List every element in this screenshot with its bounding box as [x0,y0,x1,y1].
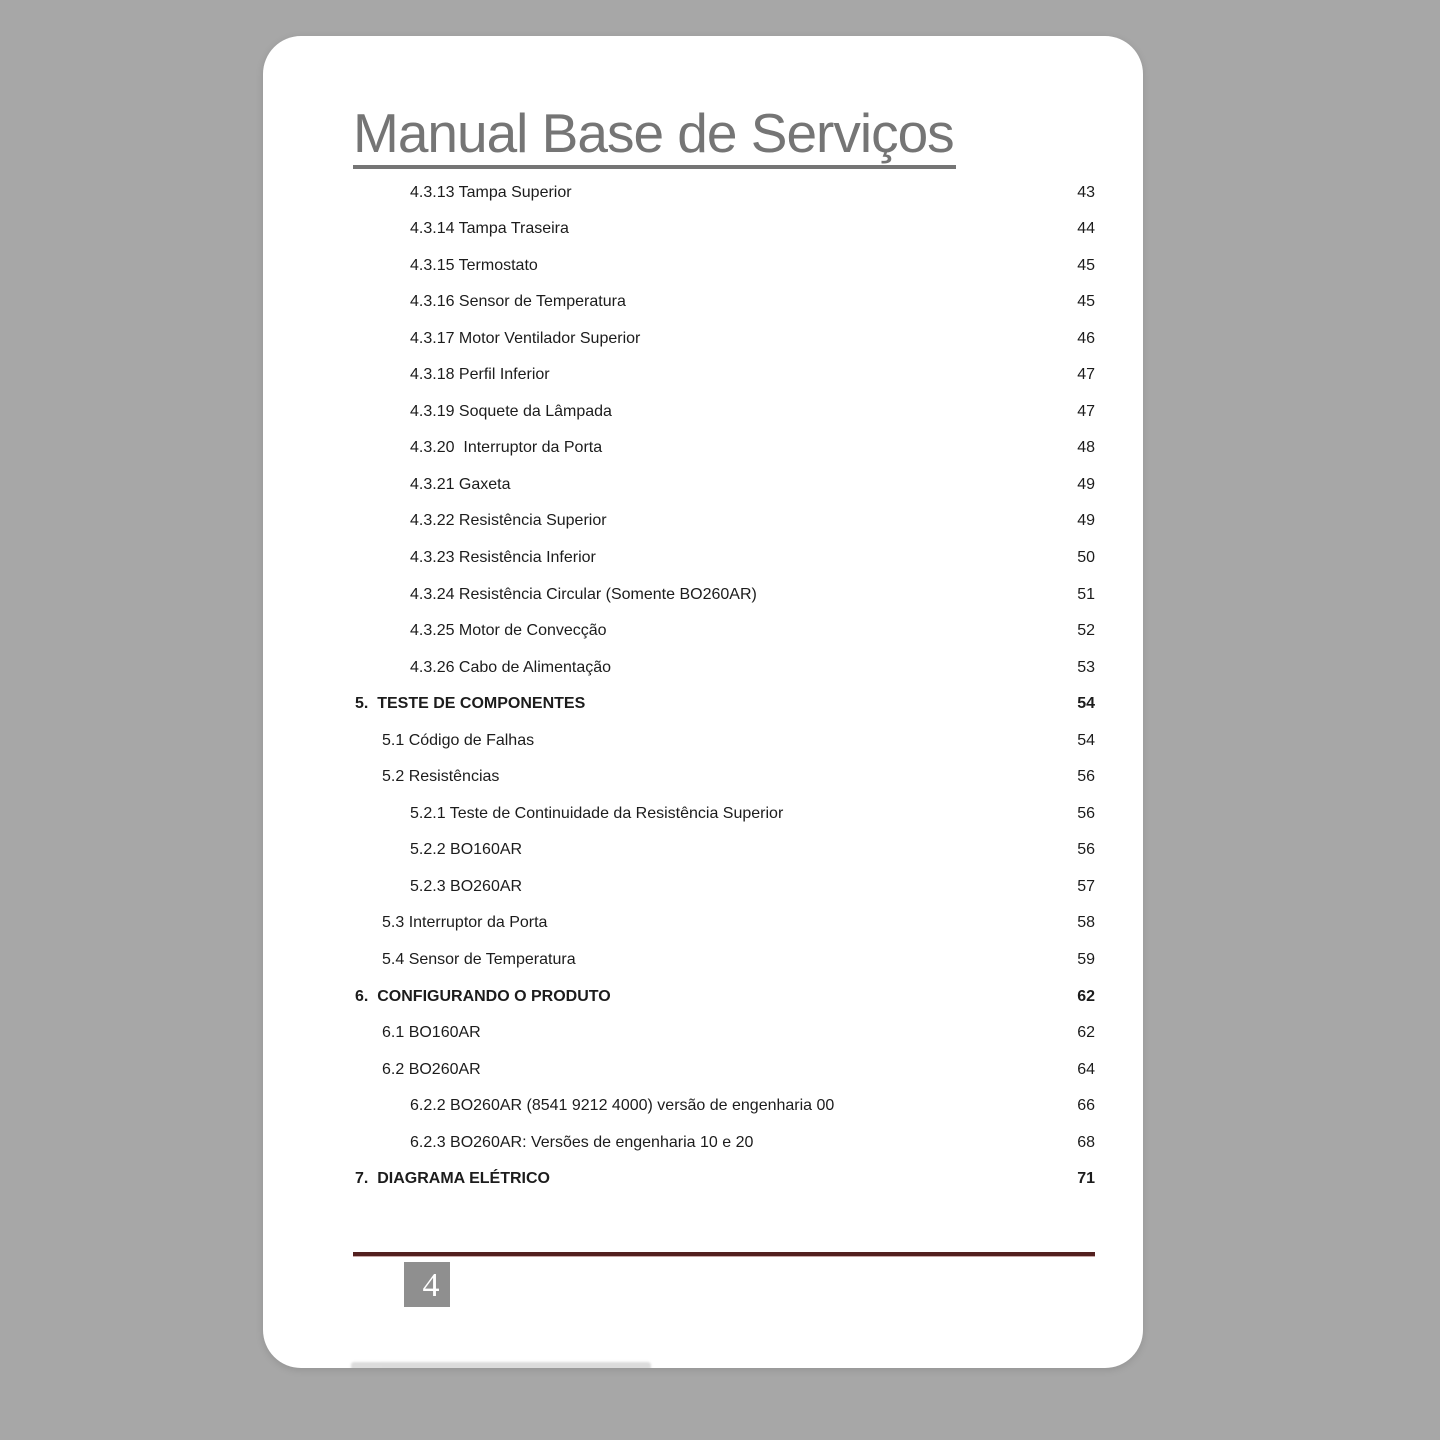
toc-entry-page: 56 [1077,804,1095,822]
toc-row [353,1015,1095,1052]
toc-entry-page: 64 [1077,1060,1095,1078]
toc-row [353,1124,1095,1161]
toc-entry-label: 4.3.25 Motor de Convecção [410,622,607,640]
toc-row [353,978,1095,1015]
toc-entry-label: 4.3.17 Motor Ventilador Superior [410,329,641,347]
toc-entry-label: 4.3.23 Resistência Inferior [410,548,596,566]
toc-row [353,832,1095,869]
toc-entry-label: 4.3.16 Sensor de Temperatura [410,293,626,311]
toc-entry-label: 7. DIAGRAMA ELÉTRICO [355,1170,550,1188]
toc-row [353,686,1095,723]
toc-row [353,942,1095,979]
toc-row [353,759,1095,796]
toc-entry-label: 6.2 BO260AR [382,1060,481,1078]
toc-entry-page: 47 [1077,366,1095,384]
toc-entry-page: 62 [1077,987,1095,1005]
toc-row [353,247,1095,284]
toc-entry-page: 59 [1077,951,1095,968]
toc-entry-label: 6. CONFIGURANDO O PRODUTO [355,987,611,1005]
toc-entry-label: 6.2.3 BO260AR: Versões de engenharia 10 e 20 [410,1133,754,1151]
toc-row [353,1051,1095,1088]
toc-entry-label: 4.3.24 Resistência Circular (Somente BO260AR) [410,585,757,603]
toc-row [353,174,1095,211]
toc-entry-page: 57 [1077,877,1095,895]
toc-entry-page: 68 [1077,1133,1095,1151]
toc-entry-page: 51 [1077,585,1095,603]
toc-entry-page: 62 [1077,1024,1095,1042]
toc-entry-page: 53 [1077,658,1095,676]
toc-entry-label: 4.3.21 Gaxeta [410,475,511,493]
toc-row [353,503,1095,540]
toc-entry-page: 49 [1077,512,1095,530]
toc-entry-label: 5.2.1 Teste de Continuidade da Resistência Superior [410,804,784,822]
toc-entry-page: 48 [1077,439,1095,457]
toc-entry-page: 50 [1077,548,1095,566]
toc-entry-page: 56 [1077,841,1095,859]
toc-entry-label: 4.3.20 Interruptor da Porta [410,439,603,457]
toc-row [353,576,1095,613]
toc-row [353,467,1095,504]
toc-entry-page: 43 [1077,183,1095,201]
toc-entry-page: 49 [1077,475,1095,493]
toc-entry-label: 4.3.14 Tampa Traseira [410,220,569,238]
toc-entry-label: 6.1 BO160AR [382,1024,481,1042]
document-page [263,36,1143,1368]
toc-row [353,722,1095,759]
toc-entry-label: 4.3.22 Resistência Superior [410,512,607,530]
page-number-badge: 4 [404,1262,450,1307]
toc-row [353,320,1095,357]
cut-off-text-artifact [351,1362,651,1368]
toc-row [353,430,1095,467]
footer-rule [353,1252,1095,1257]
toc-entry-label: 5.2.2 BO160AR [410,841,523,859]
toc-entry-page: 71 [1077,1170,1095,1188]
toc-row [353,394,1095,431]
toc-entry-page: 52 [1077,622,1095,640]
toc-entry-label: 4.3.15 Termostato [410,256,538,274]
toc-row [353,613,1095,650]
toc-entry-page: 54 [1077,695,1095,713]
toc-entry-label: 5.3 Interruptor da Porta [382,914,548,932]
toc-entry-page: 46 [1077,329,1095,347]
toc-entry-label: 5.1 Código de Falhas [382,731,535,749]
table-of-contents [353,174,1095,1197]
page-content [263,36,1143,1368]
toc-entry-label: 4.3.18 Perfil Inferior [410,366,550,384]
toc-row [353,211,1095,248]
toc-entry-page: 66 [1077,1097,1095,1115]
toc-row [353,869,1095,906]
toc-entry-page: 45 [1077,256,1095,274]
toc-row [353,284,1095,321]
toc-entry-label: 5.2.3 BO260AR [410,877,523,895]
toc-row [353,649,1095,686]
toc-row [353,1161,1095,1198]
toc-row [353,796,1095,833]
toc-entry-page: 44 [1077,220,1095,238]
toc-entry-label: 5. TESTE DE COMPONENTES [355,695,586,713]
toc-entry-label: 4.3.19 Soquete da Lâmpada [410,402,612,420]
toc-entry-page: 45 [1077,293,1095,311]
toc-row [353,1088,1095,1125]
toc-row [353,540,1095,577]
document-title: Manual Base de Serviços [353,102,956,169]
toc-row [353,905,1095,942]
toc-entry-label: 5.4 Sensor de Temperatura [382,951,576,968]
toc-entry-label: 4.3.26 Cabo de Alimentação [410,658,612,676]
toc-entry-label: 6.2.2 BO260AR (8541 9212 4000) versão de engenharia 00 [410,1097,835,1115]
toc-entry-page: 54 [1077,731,1095,749]
toc-entry-page: 58 [1077,914,1095,932]
toc-entry-page: 56 [1077,768,1095,786]
toc-entry-label: 4.3.13 Tampa Superior [410,183,572,201]
toc-entry-page: 47 [1077,402,1095,420]
toc-row [353,357,1095,394]
toc-entry-label: 5.2 Resistências [382,768,500,786]
